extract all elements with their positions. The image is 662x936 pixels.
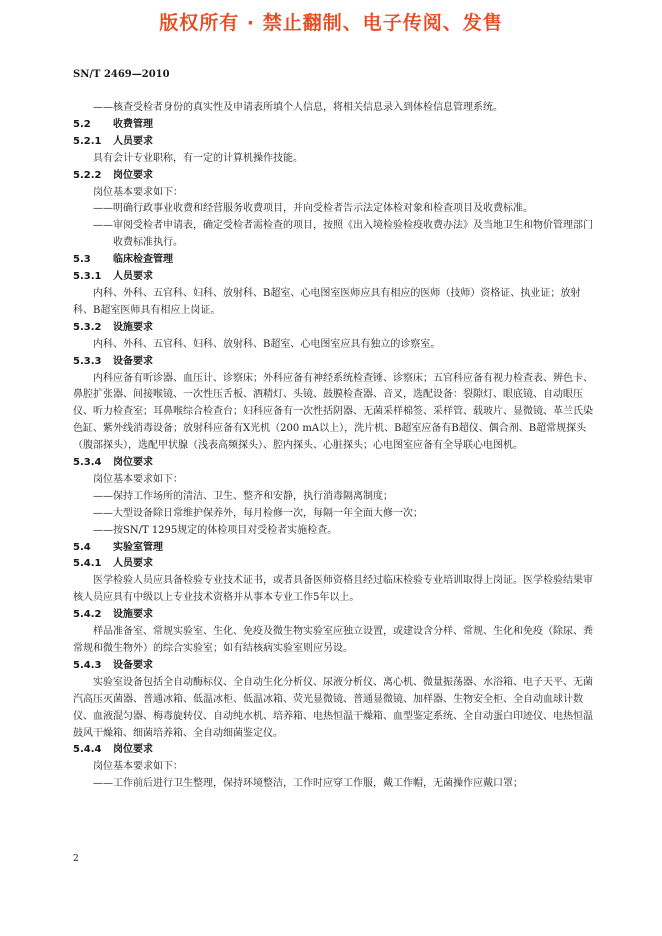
list-item: ——大型设备除日常维护保养外，每月检修一次，每隔一年全面大修一次； (93, 507, 423, 519)
copyright-banner: 版权所有 · 禁止翻制、电子传阅、发售 (159, 12, 503, 34)
paragraph: 岗位基本要求如下： (93, 186, 183, 198)
section-title: 人员要求 (113, 271, 153, 283)
list-item: ——明确行政事业收费和经营服务收费项目，并向受检者告示法定体检对象和检查项目及收费标准。 (93, 203, 533, 215)
section-number: 5.4.4 (73, 744, 102, 756)
section-number: 5.4.1 (73, 558, 102, 570)
section-number: 5.2 (73, 118, 91, 130)
paragraph: 内科、外科、五官科、妇科、放射科、B超室、心电图室应具有独立的诊察室。 (93, 338, 441, 350)
section-title: 人员要求 (113, 558, 153, 570)
section-heading (73, 252, 595, 269)
document-body (73, 100, 595, 793)
section-heading (73, 607, 595, 624)
section-heading (73, 320, 595, 337)
section-heading (73, 134, 595, 151)
section-title: 设施要求 (113, 321, 153, 333)
section-number: 5.3.2 (73, 321, 102, 333)
standard-code: SN/T 2469—2010 (73, 69, 170, 80)
paragraph: 样品准备室、常规实验室、生化、免疫及微生物实验室应独立设置，或建设含分样、常规、生化和免疫（除尿、粪常规和微生物外）的综合实验室；如有结核病实验室则应另设。 (73, 626, 593, 654)
list-item: ——工作前后进行卫生整理，保持环境整洁，工作时应穿工作服，戴工作帽，无菌操作应戴口罩； (93, 778, 523, 790)
paragraph: 岗位基本要求如下： (93, 473, 183, 485)
list-item: ——审阅受检者申请表，确定受检者需检查的项目，按照《出入境检验检疫收费办法》及当地卫生和物价管理部门收费标准执行。 (93, 220, 593, 249)
section-number: 5.3.1 (73, 271, 102, 283)
section-title: 临床检查管理 (113, 254, 173, 266)
section-heading (73, 269, 595, 286)
section-title: 收费管理 (113, 118, 153, 130)
page-number: 2 (73, 854, 79, 864)
section-number: 5.4 (73, 541, 91, 553)
section-heading (73, 455, 595, 472)
section-heading (73, 354, 595, 371)
paragraph: 实验室设备包括全自动酶标仪、全自动生化分析仪、尿液分析仪、离心机、微量振荡器、水浴箱、电子天平、无菌汽高压灭菌器、普通冰箱、低温冰柜、低温冰箱、荧光显微镜、普通显微镜、加样器、生物安全柜、全自动血球计数仪、血液混匀器、梅毒旋转仪、自动纯水机、培养箱、电热恒温干燥箱、血型鉴定系统、全自动蛋白印迹仪、电热恒温鼓风干燥箱、细菌培养箱、全自动细菌鉴定仪。 (73, 676, 593, 739)
section-title: 岗位要求 (113, 457, 153, 469)
section-title: 人员要求 (113, 135, 153, 147)
section-number: 5.4.3 (73, 659, 102, 671)
section-heading (73, 742, 595, 759)
section-heading (73, 168, 595, 185)
section-title: 设施要求 (113, 609, 153, 621)
section-title: 岗位要求 (113, 169, 153, 181)
section-title: 实验室管理 (113, 541, 163, 553)
paragraph: 内科应备有听诊器、血压计、诊察床；外科应备有神经系统检查锤、诊察床；五官科应备有视力检查表、辨色卡、鼻腔扩张器、间接喉镜、一次性压舌板、酒精灯、头镜、鼓膜检查器、音叉，选配设备：裂隙灯、眼底镜、自动眼压仪、听力检查室；耳鼻喉综合检查台；妇科应备有一次性括阴器、无菌采样棉签、采样管、载玻片、显微镜、革兰氏染色缸、紫外线消毒设备；放射科应备有X光机（200 mA以上），洗片机、B超室应备有B超仪、偶合剂、B超常规探头（腹部探头），选配甲状腺（浅表高频探头）、腔内探头、心脏探头；心电图室应备有全导联心电图机。 (73, 372, 593, 452)
section-number: 5.3.3 (73, 355, 102, 367)
section-heading (73, 117, 595, 134)
section-title: 设备要求 (113, 659, 153, 671)
paragraph: 内科、外科、五官科、妇科、放射科、B超室、心电图室医师应具有相应的医师（技师）资格证、执业证；放射科、B超室医师具有相应上岗证。 (73, 287, 581, 316)
section-number: 5.4.2 (73, 609, 102, 621)
paragraph: 具有会计专业职称，有一定的计算机操作技能。 (93, 152, 303, 164)
paragraph: 医学检验人员应具备检验专业技术证书，或者具备医师资格且经过临床检验专业培训取得上岗证。医学检验结果审核人员应具有中级以上专业技术资格并从事本专业工作5年以上。 (73, 575, 593, 604)
section-number: 5.3.4 (73, 457, 102, 469)
section-heading (73, 540, 595, 557)
section-heading (73, 556, 595, 573)
section-number: 5.3 (73, 254, 91, 266)
section-title: 设备要求 (113, 355, 153, 367)
list-item: ——保持工作场所的清洁、卫生、整齐和安静，执行消毒隔离制度； (93, 490, 393, 502)
section-number: 5.2.1 (73, 135, 102, 147)
section-heading (73, 658, 595, 675)
paragraph: 岗位基本要求如下： (93, 761, 183, 773)
list-item: ——核查受检者身份的真实性及申请表所填个人信息，将相关信息录入到体检信息管理系统。 (93, 102, 503, 113)
section-number: 5.2.2 (73, 169, 102, 181)
list-item: ——按SN/T 1295规定的体检项目对受检者实施检查。 (93, 524, 338, 536)
section-title: 岗位要求 (113, 744, 153, 756)
